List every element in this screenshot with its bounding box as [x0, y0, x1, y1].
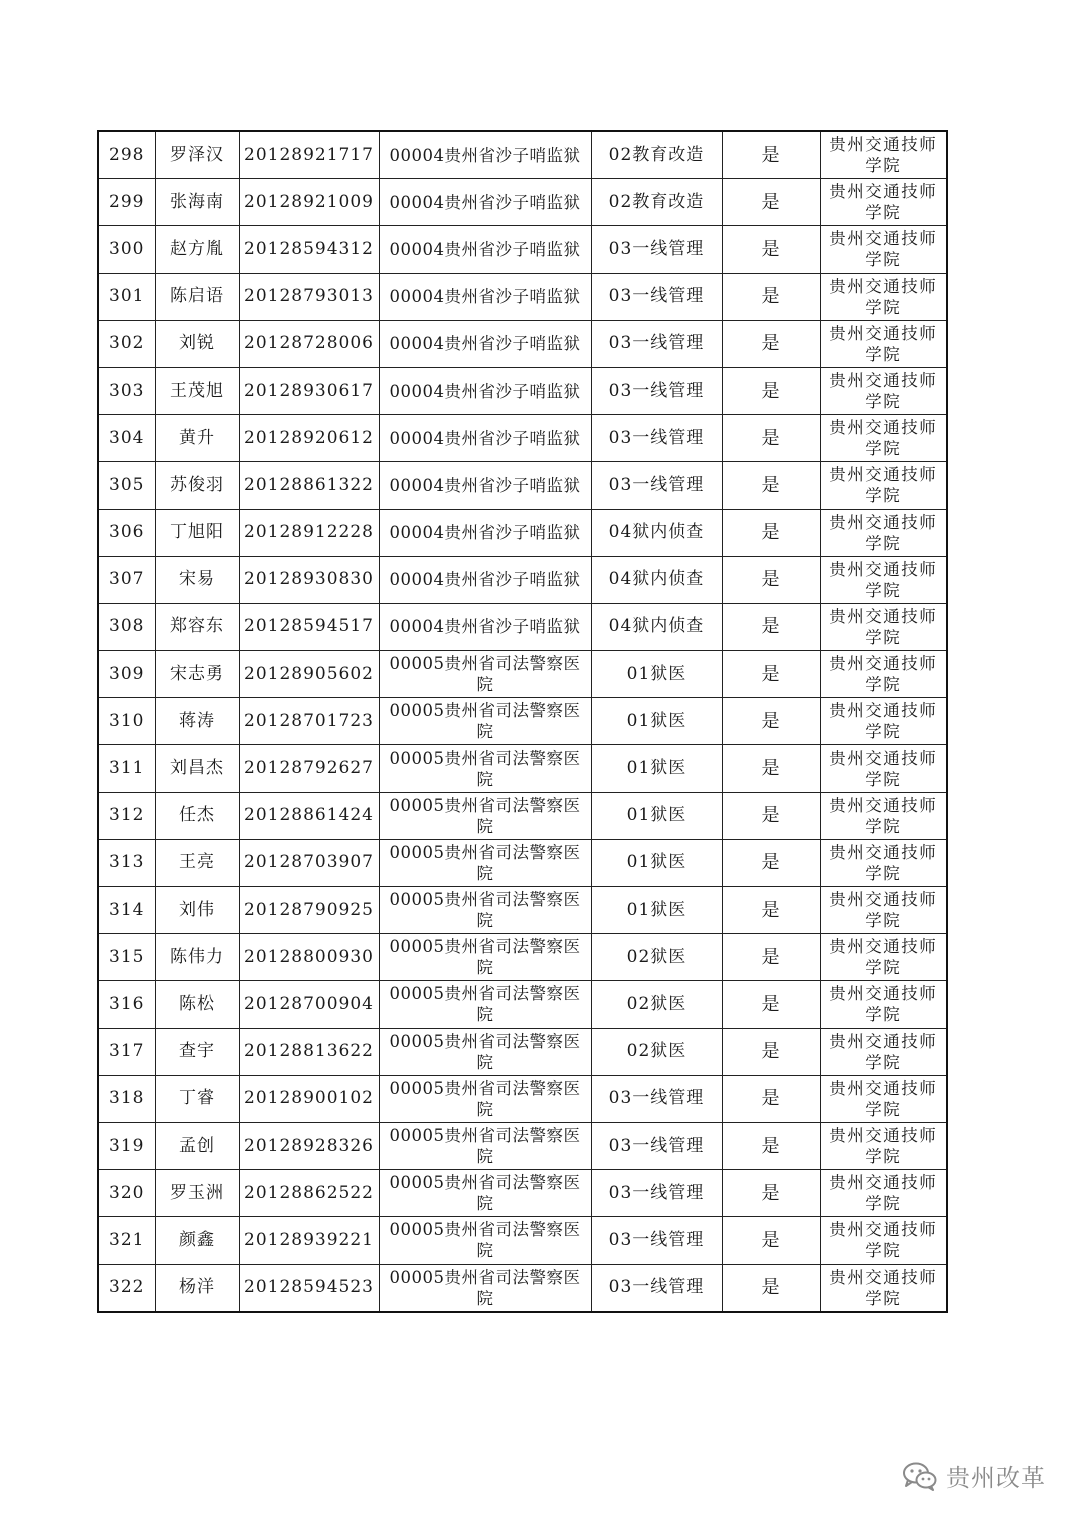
name-cell: 罗泽汉	[155, 131, 239, 179]
name-cell: 张海南	[155, 179, 239, 226]
name-cell: 丁睿	[155, 1075, 239, 1122]
table-row	[98, 887, 947, 934]
exam-id-cell: 20128905602	[239, 651, 379, 698]
exam-id-cell: 20128594312	[239, 226, 379, 273]
school-cell: 贵州交通技师学院	[820, 320, 947, 367]
school-cell: 贵州交通技师学院	[820, 1122, 947, 1169]
unit-cell: 00005贵州省司法警察医院	[379, 1264, 591, 1312]
school-cell: 贵州交通技师学院	[820, 462, 947, 509]
name-cell: 宋易	[155, 556, 239, 603]
table-row	[98, 839, 947, 886]
name-cell: 颜鑫	[155, 1217, 239, 1264]
row-number-cell: 308	[98, 603, 155, 650]
school-cell: 贵州交通技师学院	[820, 1170, 947, 1217]
unit-cell: 00005贵州省司法警察医院	[379, 887, 591, 934]
position-cell: 01狱医	[591, 887, 722, 934]
row-number-cell: 320	[98, 1170, 155, 1217]
exam-id-cell: 20128792627	[239, 745, 379, 792]
table-row	[98, 320, 947, 367]
name-cell: 陈启语	[155, 273, 239, 320]
name-cell: 黄升	[155, 415, 239, 462]
position-cell: 03一线管理	[591, 1264, 722, 1312]
position-cell: 01狱医	[591, 698, 722, 745]
position-cell: 02狱医	[591, 981, 722, 1028]
school-cell: 贵州交通技师学院	[820, 556, 947, 603]
name-cell: 陈伟力	[155, 934, 239, 981]
account-watermark	[902, 1458, 1046, 1493]
exam-id-cell: 20128813622	[239, 1028, 379, 1075]
exam-id-cell: 20128793013	[239, 273, 379, 320]
school-cell: 贵州交通技师学院	[820, 934, 947, 981]
table-row	[98, 556, 947, 603]
position-cell: 02狱医	[591, 1028, 722, 1075]
pass-cell: 是	[722, 131, 820, 179]
pass-cell: 是	[722, 1028, 820, 1075]
pass-cell: 是	[722, 792, 820, 839]
name-cell: 罗玉洲	[155, 1170, 239, 1217]
pass-cell: 是	[722, 367, 820, 414]
row-number-cell: 298	[98, 131, 155, 179]
row-number-cell: 321	[98, 1217, 155, 1264]
name-cell: 赵方胤	[155, 226, 239, 273]
unit-cell: 00004贵州省沙子哨监狱	[379, 509, 591, 556]
table-row	[98, 934, 947, 981]
school-cell: 贵州交通技师学院	[820, 367, 947, 414]
exam-id-cell: 20128700904	[239, 981, 379, 1028]
school-cell: 贵州交通技师学院	[820, 698, 947, 745]
row-number-cell: 316	[98, 981, 155, 1028]
table-row	[98, 792, 947, 839]
position-cell: 04狱内侦查	[591, 509, 722, 556]
unit-cell: 00004贵州省沙子哨监狱	[379, 179, 591, 226]
row-number-cell: 319	[98, 1122, 155, 1169]
position-cell: 02教育改造	[591, 179, 722, 226]
exam-id-cell: 20128701723	[239, 698, 379, 745]
school-cell: 贵州交通技师学院	[820, 226, 947, 273]
exam-id-cell: 20128594523	[239, 1264, 379, 1312]
row-number-cell: 299	[98, 179, 155, 226]
name-cell: 查宇	[155, 1028, 239, 1075]
unit-cell: 00005贵州省司法警察医院	[379, 1170, 591, 1217]
unit-cell: 00004贵州省沙子哨监狱	[379, 556, 591, 603]
pass-cell: 是	[722, 839, 820, 886]
row-number-cell: 312	[98, 792, 155, 839]
unit-cell: 00005贵州省司法警察医院	[379, 698, 591, 745]
exam-id-cell: 20128728006	[239, 320, 379, 367]
table-row	[98, 1264, 947, 1312]
school-cell: 贵州交通技师学院	[820, 745, 947, 792]
unit-cell: 00005贵州省司法警察医院	[379, 839, 591, 886]
school-cell: 贵州交通技师学院	[820, 603, 947, 650]
unit-cell: 00005贵州省司法警察医院	[379, 1217, 591, 1264]
pass-cell: 是	[722, 226, 820, 273]
table-row	[98, 462, 947, 509]
name-cell: 孟创	[155, 1122, 239, 1169]
row-number-cell: 306	[98, 509, 155, 556]
name-cell: 郑容东	[155, 603, 239, 650]
table-row	[98, 698, 947, 745]
row-number-cell: 305	[98, 462, 155, 509]
pass-cell: 是	[722, 1122, 820, 1169]
school-cell: 贵州交通技师学院	[820, 509, 947, 556]
pass-cell: 是	[722, 934, 820, 981]
exam-id-cell: 20128900102	[239, 1075, 379, 1122]
pass-cell: 是	[722, 556, 820, 603]
table-row	[98, 1217, 947, 1264]
pass-cell: 是	[722, 745, 820, 792]
row-number-cell: 304	[98, 415, 155, 462]
table-row	[98, 603, 947, 650]
pass-cell: 是	[722, 1264, 820, 1312]
name-cell: 蒋涛	[155, 698, 239, 745]
table-row	[98, 415, 947, 462]
row-number-cell: 303	[98, 367, 155, 414]
row-number-cell: 314	[98, 887, 155, 934]
position-cell: 04狱内侦查	[591, 603, 722, 650]
position-cell: 02教育改造	[591, 131, 722, 179]
exam-id-cell: 20128921717	[239, 131, 379, 179]
table-row	[98, 981, 947, 1028]
unit-cell: 00005贵州省司法警察医院	[379, 934, 591, 981]
unit-cell: 00004贵州省沙子哨监狱	[379, 131, 591, 179]
table-row	[98, 1122, 947, 1169]
position-cell: 03一线管理	[591, 1170, 722, 1217]
school-cell: 贵州交通技师学院	[820, 131, 947, 179]
results-table	[97, 130, 948, 1313]
row-number-cell: 313	[98, 839, 155, 886]
position-cell: 03一线管理	[591, 273, 722, 320]
row-number-cell: 300	[98, 226, 155, 273]
name-cell: 王茂旭	[155, 367, 239, 414]
pass-cell: 是	[722, 887, 820, 934]
pass-cell: 是	[722, 651, 820, 698]
position-cell: 01狱医	[591, 839, 722, 886]
unit-cell: 00005贵州省司法警察医院	[379, 1028, 591, 1075]
pass-cell: 是	[722, 179, 820, 226]
school-cell: 贵州交通技师学院	[820, 981, 947, 1028]
name-cell: 杨洋	[155, 1264, 239, 1312]
pass-cell: 是	[722, 415, 820, 462]
pass-cell: 是	[722, 462, 820, 509]
pass-cell: 是	[722, 273, 820, 320]
school-cell: 贵州交通技师学院	[820, 179, 947, 226]
unit-cell: 00004贵州省沙子哨监狱	[379, 603, 591, 650]
pass-cell: 是	[722, 981, 820, 1028]
school-cell: 贵州交通技师学院	[820, 1028, 947, 1075]
name-cell: 丁旭阳	[155, 509, 239, 556]
row-number-cell: 318	[98, 1075, 155, 1122]
unit-cell: 00005贵州省司法警察医院	[379, 981, 591, 1028]
exam-id-cell: 20128703907	[239, 839, 379, 886]
exam-id-cell: 20128861322	[239, 462, 379, 509]
exam-id-cell: 20128912228	[239, 509, 379, 556]
name-cell: 陈松	[155, 981, 239, 1028]
table-row	[98, 1028, 947, 1075]
unit-cell: 00004贵州省沙子哨监狱	[379, 415, 591, 462]
position-cell: 03一线管理	[591, 320, 722, 367]
exam-id-cell: 20128921009	[239, 179, 379, 226]
position-cell: 03一线管理	[591, 226, 722, 273]
name-cell: 王亮	[155, 839, 239, 886]
table-row	[98, 226, 947, 273]
school-cell: 贵州交通技师学院	[820, 651, 947, 698]
table-row	[98, 651, 947, 698]
table-row	[98, 1075, 947, 1122]
table-row	[98, 509, 947, 556]
school-cell: 贵州交通技师学院	[820, 1217, 947, 1264]
exam-id-cell: 20128930617	[239, 367, 379, 414]
unit-cell: 00004贵州省沙子哨监狱	[379, 320, 591, 367]
exam-id-cell: 20128930830	[239, 556, 379, 603]
unit-cell: 00004贵州省沙子哨监狱	[379, 367, 591, 414]
wechat-icon	[902, 1461, 938, 1491]
exam-id-cell: 20128800930	[239, 934, 379, 981]
position-cell: 03一线管理	[591, 415, 722, 462]
unit-cell: 00005贵州省司法警察医院	[379, 792, 591, 839]
name-cell: 苏俊羽	[155, 462, 239, 509]
table-row	[98, 273, 947, 320]
exam-id-cell: 20128939221	[239, 1217, 379, 1264]
exam-id-cell: 20128790925	[239, 887, 379, 934]
table-row	[98, 131, 947, 179]
school-cell: 贵州交通技师学院	[820, 273, 947, 320]
pass-cell: 是	[722, 1170, 820, 1217]
school-cell: 贵州交通技师学院	[820, 792, 947, 839]
exam-id-cell: 20128862522	[239, 1170, 379, 1217]
exam-id-cell: 20128920612	[239, 415, 379, 462]
position-cell: 01狱医	[591, 745, 722, 792]
exam-id-cell: 20128594517	[239, 603, 379, 650]
school-cell: 贵州交通技师学院	[820, 1075, 947, 1122]
pass-cell: 是	[722, 698, 820, 745]
table-row	[98, 367, 947, 414]
table-row	[98, 745, 947, 792]
exam-id-cell: 20128928326	[239, 1122, 379, 1169]
results-table-body	[98, 131, 947, 1312]
unit-cell: 00004贵州省沙子哨监狱	[379, 273, 591, 320]
unit-cell: 00005贵州省司法警察医院	[379, 1075, 591, 1122]
pass-cell: 是	[722, 509, 820, 556]
position-cell: 03一线管理	[591, 367, 722, 414]
school-cell: 贵州交通技师学院	[820, 839, 947, 886]
unit-cell: 00004贵州省沙子哨监狱	[379, 226, 591, 273]
unit-cell: 00005贵州省司法警察医院	[379, 651, 591, 698]
position-cell: 04狱内侦查	[591, 556, 722, 603]
row-number-cell: 317	[98, 1028, 155, 1075]
row-number-cell: 315	[98, 934, 155, 981]
unit-cell: 00004贵州省沙子哨监狱	[379, 462, 591, 509]
pass-cell: 是	[722, 320, 820, 367]
name-cell: 刘锐	[155, 320, 239, 367]
position-cell: 03一线管理	[591, 1217, 722, 1264]
position-cell: 03一线管理	[591, 1122, 722, 1169]
name-cell: 任杰	[155, 792, 239, 839]
exam-id-cell: 20128861424	[239, 792, 379, 839]
position-cell: 01狱医	[591, 792, 722, 839]
name-cell: 刘昌杰	[155, 745, 239, 792]
unit-cell: 00005贵州省司法警察医院	[379, 745, 591, 792]
unit-cell: 00005贵州省司法警察医院	[379, 1122, 591, 1169]
row-number-cell: 309	[98, 651, 155, 698]
name-cell: 刘伟	[155, 887, 239, 934]
watermark-text: 贵州改革	[946, 1464, 1046, 1492]
pass-cell: 是	[722, 603, 820, 650]
position-cell: 02狱医	[591, 934, 722, 981]
position-cell: 03一线管理	[591, 462, 722, 509]
row-number-cell: 322	[98, 1264, 155, 1312]
position-cell: 01狱医	[591, 651, 722, 698]
table-row	[98, 179, 947, 226]
table-row	[98, 1170, 947, 1217]
school-cell: 贵州交通技师学院	[820, 415, 947, 462]
row-number-cell: 311	[98, 745, 155, 792]
row-number-cell: 301	[98, 273, 155, 320]
pass-cell: 是	[722, 1075, 820, 1122]
row-number-cell: 307	[98, 556, 155, 603]
pass-cell: 是	[722, 1217, 820, 1264]
row-number-cell: 310	[98, 698, 155, 745]
school-cell: 贵州交通技师学院	[820, 887, 947, 934]
name-cell: 宋志勇	[155, 651, 239, 698]
row-number-cell: 302	[98, 320, 155, 367]
position-cell: 03一线管理	[591, 1075, 722, 1122]
school-cell: 贵州交通技师学院	[820, 1264, 947, 1312]
